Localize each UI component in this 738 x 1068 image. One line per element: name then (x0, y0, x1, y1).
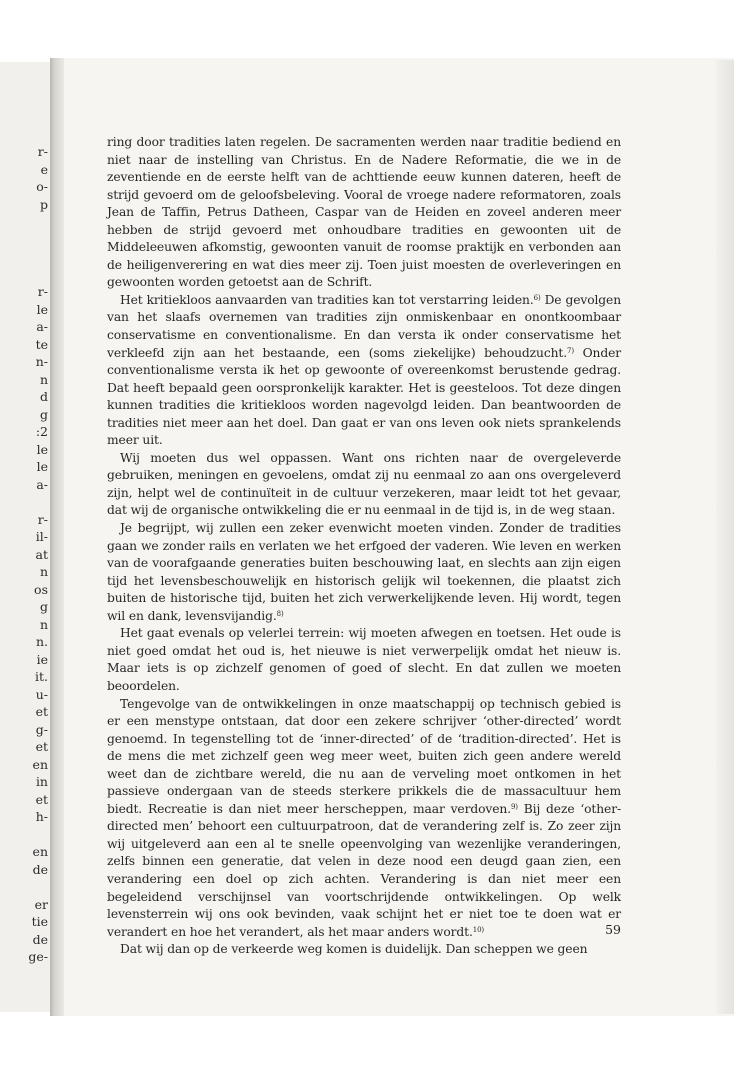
facing-page-fragment: r- (37, 144, 48, 159)
facing-page-fragment: a- (36, 319, 48, 334)
facing-page-fragment: de (32, 932, 48, 947)
facing-page-fragment: at (35, 547, 48, 562)
facing-page-fragment: d (39, 389, 48, 404)
facing-page-fragment: n (39, 372, 48, 387)
paragraph-text: Het kritiekloos aanvaarden van tradities kan tot verstarring leiden. (120, 292, 534, 307)
paragraph-text: De gevolgen van het slaafs overnemen van tradities zijn onmiskenbaar en onontkoombaar conservatisme en conventionalisme. En dan versta ik onder conservatisme het verkleefd zijn aan het bestaande, een (soms ziekelijke) behoudzucht. (107, 292, 621, 360)
facing-page-fragment: en (32, 757, 48, 772)
facing-page-fragment: r- (37, 512, 48, 527)
facing-page-fragment: ge- (28, 949, 48, 964)
facing-page-fragment: e (40, 162, 48, 177)
paragraph-text: Wij moeten dus wel oppassen. Want ons richten naar de overgeleverde gebruiken, meningen en gevoelens, omdat zij nu eenmaal zo aan ons overgeleverd zijn, helpt wel de continuïteit in de cultuur verzekeren, maar leidt tot het gevaar, dat wij de organische ontwikkeling die er nu eenmaal in de tijd is, in de weg staan. (107, 450, 621, 518)
facing-page-fragment: et (35, 792, 48, 807)
facing-page-fragment: p (39, 197, 48, 212)
page-edge-shadow (716, 60, 734, 1014)
paragraph (107, 450, 621, 520)
paragraph (107, 520, 621, 625)
facing-page-fragment: g (39, 599, 48, 614)
facing-page-fragment: ie (36, 652, 48, 667)
footnote-marker: 7) (567, 346, 574, 355)
page-number: 59 (605, 922, 621, 937)
facing-page-fragment: le (36, 442, 48, 457)
paragraph-text: Tengevolge van de ontwikkelingen in onze maatschappij op technisch gebied is er een menstype ontstaan, dat door een zekere schrijver ‘other-directed’ wordt genoemd. In tegenstelling tot de ‘inner-directed’ of de ‘tradition-directed’. Het is de mens die met zichzelf geen weg meer weet, buiten zich geen andere wereld weet dan de zichtbare wereld, die nu aan de verveling moet ontkomen in het passieve ondergaan van de steeds sterkere prikkels die de massacultuur hem biedt. Recreatie is dan niet meer herscheppen, maar verdoven. (107, 696, 621, 816)
paragraph (107, 696, 621, 942)
facing-page-fragment: le (36, 459, 48, 474)
paragraph (107, 941, 621, 959)
facing-page-fragment: n (39, 617, 48, 632)
facing-page-fragment: n (39, 564, 48, 579)
facing-page-fragment: et (35, 739, 48, 754)
paragraph-text: Dat wij dan op de verkeerde weg komen is duidelijk. Dan scheppen we geen (120, 942, 588, 957)
facing-page-fragment: it. (35, 669, 48, 684)
facing-page-fragment: il- (35, 529, 48, 544)
facing-page-fragment: os (34, 582, 48, 597)
paragraph-text: ring door tradities laten regelen. De sacramenten werden naar traditie bediend en niet naar de instelling van Christus. En de Nadere Reformatie, die we in de zeventiende en de eerste helft van de achttiende eeuw kunnen dateren, heeft de strijd gevoerd om de geloofsbeleving. Vooral de vroege nadere reformatoren, zoals Jean de Taffin, Petrus Datheen, Caspar van de Heiden en zoveel anderen meer hebben de strijd gevoerd met onhoudbare tradities en gewoonten uit de Middeleeuwen afkomstig, gewoonten vanuit de roomse praktijk en verbonden aan de heiligenverering en wat dies meer zij. Toen juist moesten de overleveringen en gewoonten worden getoetst aan de Schrift. (107, 135, 621, 290)
facing-page-fragment: er (34, 897, 48, 912)
footnote-marker: 6) (533, 293, 541, 302)
facing-page-fragment: n. (35, 634, 48, 649)
facing-page-fragment: le (36, 302, 48, 317)
facing-page-fragment: :2 (35, 424, 48, 439)
footnote-marker: 9) (510, 802, 518, 811)
paragraph (107, 625, 621, 695)
facing-page-fragment: de (32, 862, 48, 877)
facing-page-fragment: o- (36, 179, 48, 194)
facing-page-fragment: et (35, 704, 48, 719)
paragraph-text: Je begrijpt, wij zullen een zeker evenwicht moeten vinden. Zonder de tradities gaan we zonder rails en verlaten we het erfgoed der vaderen. Wie leven en werken van de voorafgaande generaties buiten beschouwing laat, en slechts aan zijn eigen tijd het levensbeschouwelijk en historisch gelijk wil toekennen, die plaatst zich buiten de historische tijd, buiten het zich verwerkelijkende leven. Hij wordt, tegen wil en dank, levensvijandig. (107, 521, 621, 623)
facing-page-fragment: h- (35, 809, 48, 824)
facing-page-fragment: g- (35, 722, 48, 737)
paragraph (107, 134, 621, 292)
facing-page-edge (0, 62, 52, 1012)
paragraph-text: Onder conventionalisme versta ik het op gewoonte of overeenkomst berustende gedrag. Dat heeft bepaald geen oorspronkelijk karakter. Het is geesteloos. Tot deze dingen kunnen tradities die kritiekloos worden nagevolgd leiden. Dan beantwoorden de tradities niet meer aan het doel. Dan gaat er van ons leven ook niets sprankelends meer uit. (107, 345, 621, 448)
footnote-marker: 10) (472, 925, 485, 934)
facing-page-fragment: n- (35, 354, 48, 369)
paragraph-text: Het gaat evenals op velerlei terrein: wij moeten afwegen en toetsen. Het oude is niet goed omdat het oud is, het nieuwe is niet verwerpelijk omdat het nieuw is. Maar iets is op zichzelf genomen of goed of slecht. En dat zullen we moeten beoordelen. (107, 626, 621, 693)
paragraph-text: Bij deze ‘other-directed men’ behoort een cultuurpatroon, dat de verandering zelf is. Zo zeer zijn wij uitgeleverd aan een al te snelle opeenvolging van wezenlijke veranderingen, zelfs binnen een generatie, dat velen in deze nood een deugd gaan zien, een verandering een doel op zich achten. Verandering is dan niet meer een begeleidend verschijnsel van voortschrijdende ontwikkelingen. Op welk levensterrein wij ons ook bevinden, vaak schijnt het er niet toe te doen wat er verandert en hoe het verandert, als het maar anders wordt. (107, 801, 621, 939)
body-text (107, 134, 621, 959)
facing-page-fragment: r- (37, 284, 48, 299)
paragraph (107, 292, 621, 450)
facing-page-fragment: g (39, 407, 48, 422)
facing-page-fragment: te (35, 337, 48, 352)
facing-page-fragment: tie (31, 914, 48, 929)
footnote-marker: 8) (276, 609, 284, 618)
facing-page-fragment: en (32, 844, 48, 859)
facing-page-fragment: u- (35, 687, 48, 702)
facing-page-fragment: in (35, 774, 48, 789)
facing-page-fragment: a- (36, 477, 48, 492)
